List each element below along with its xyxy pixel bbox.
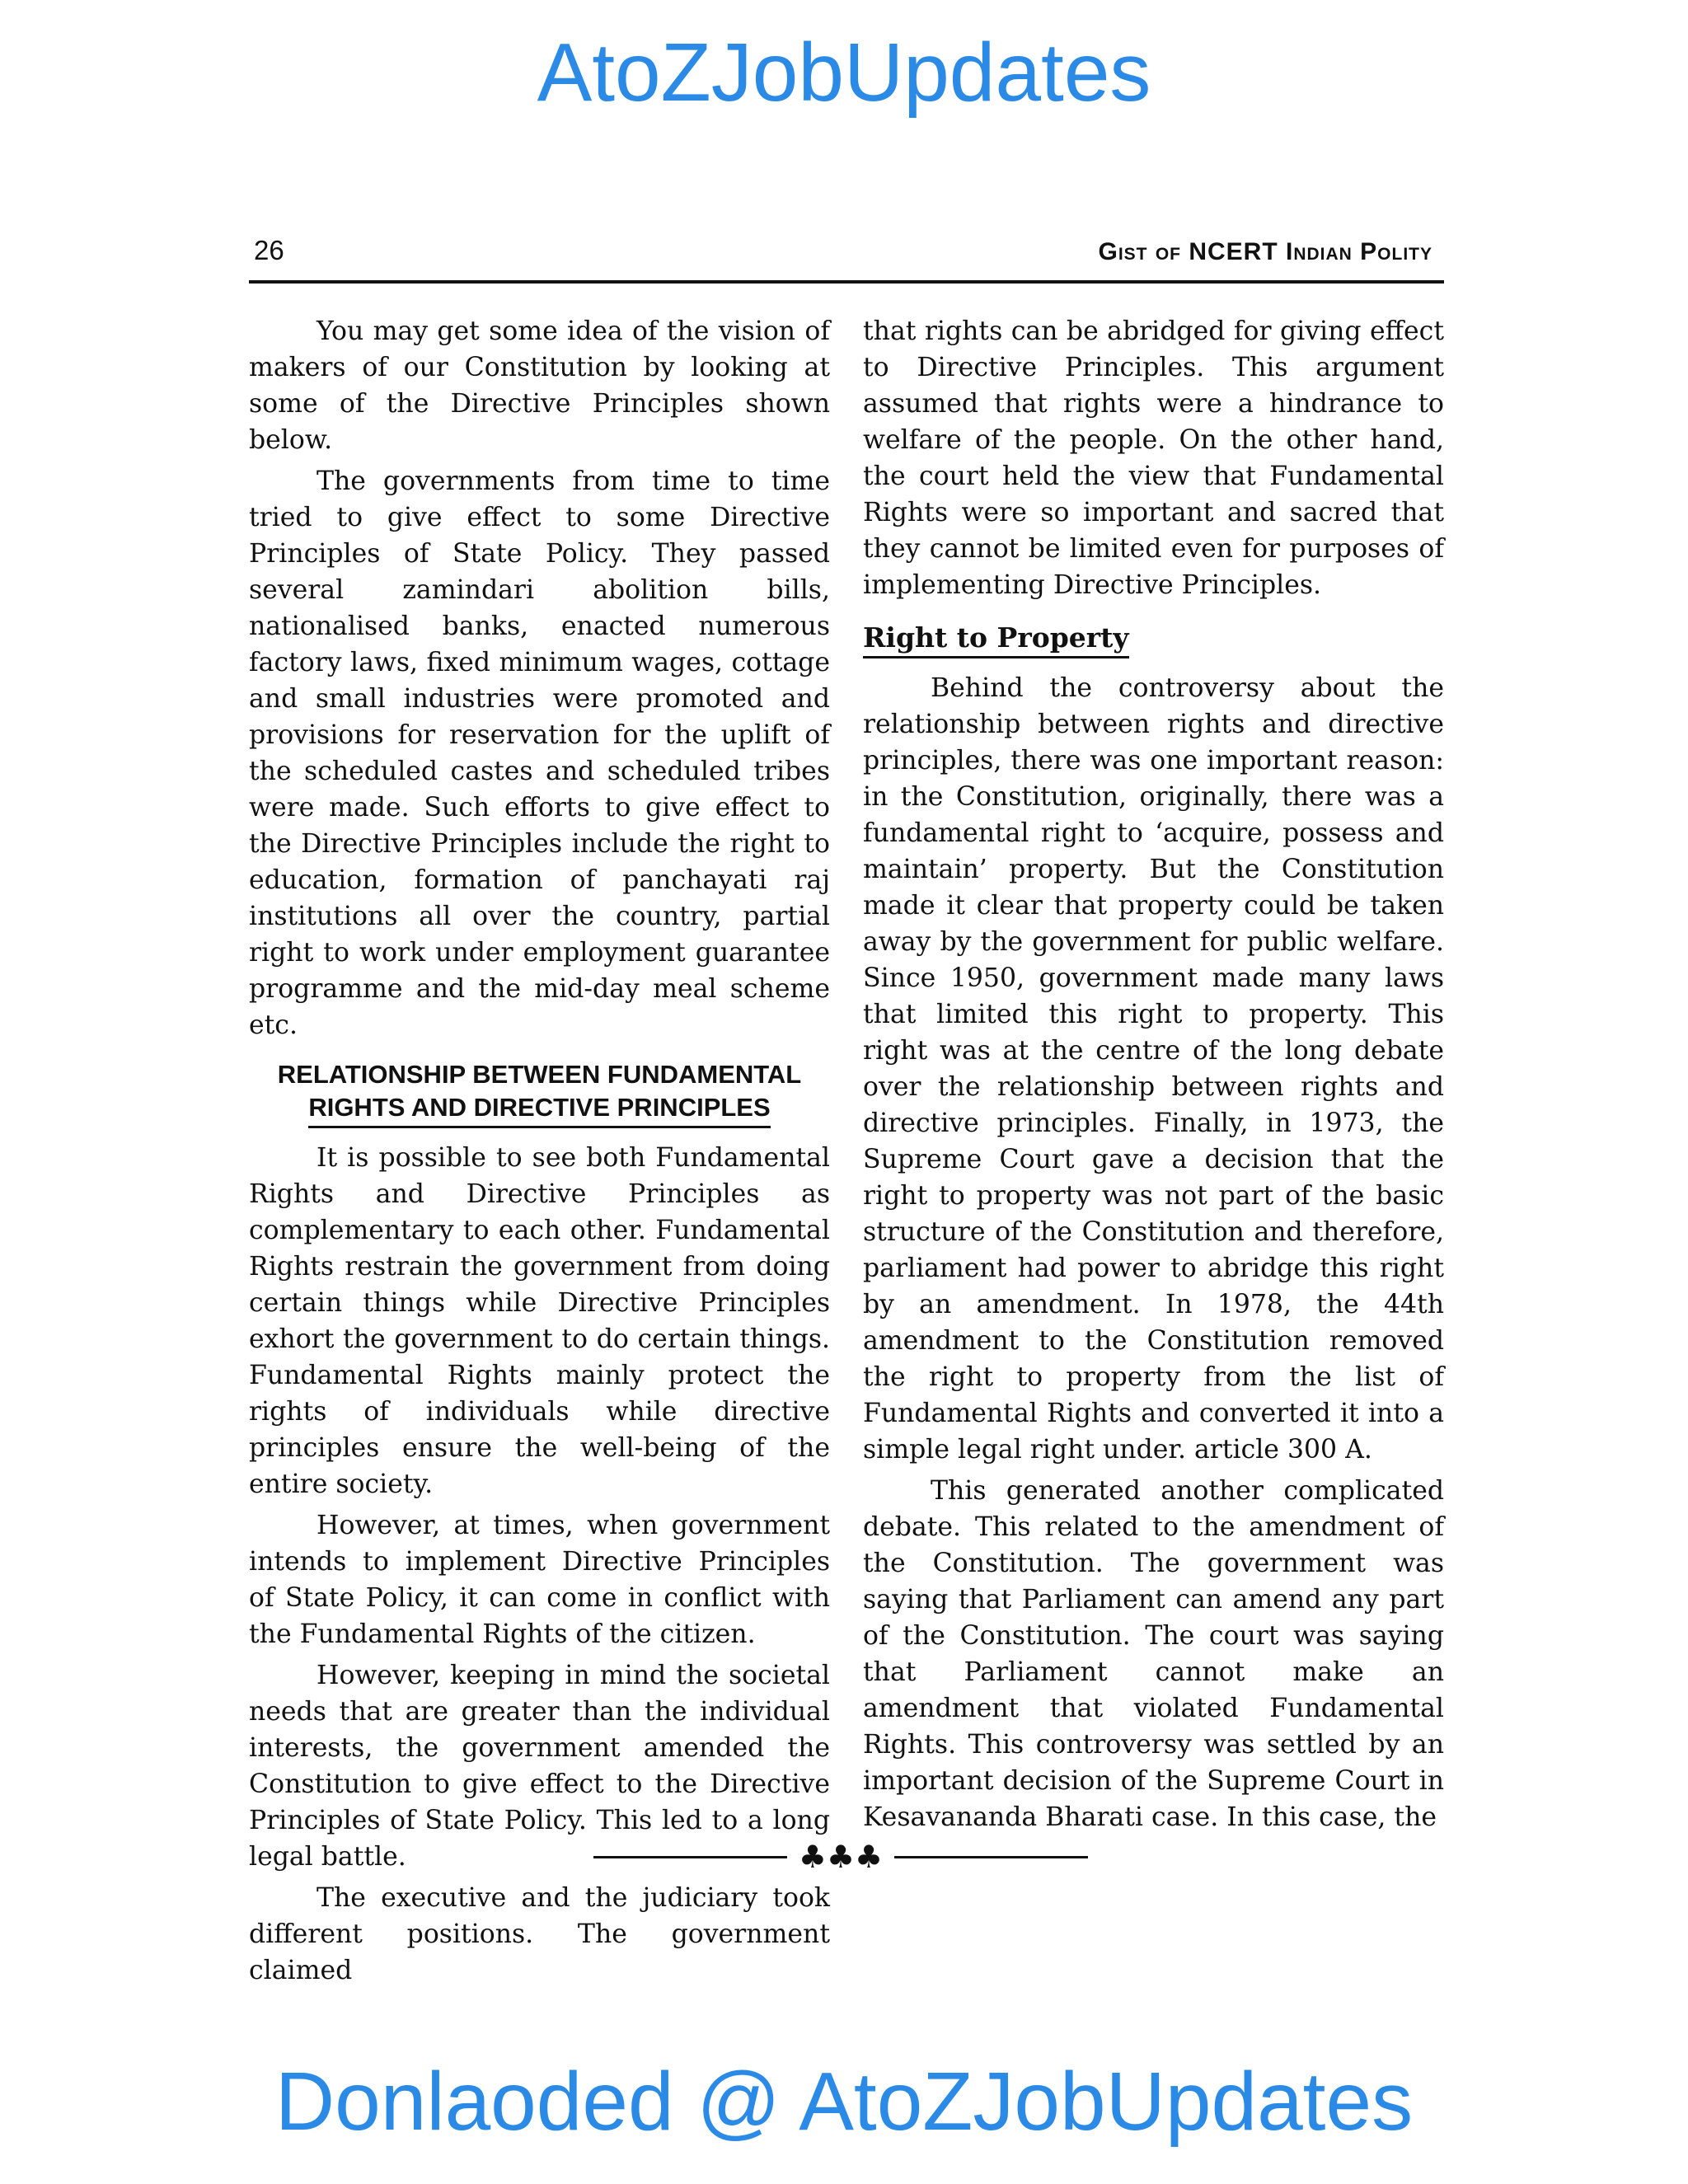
continuation-paragraph: that rights can be abridged for giving effect to Directive Principles. This argument assumed that rights were a hindrance to welfare of the people. On the other hand, the court held the view that Fundamental Rights were so important and sacred that they cannot be limited even for purposes of implementing Directive Principles. [863, 316, 1444, 600]
clubs-icon: ♣♣♣ [798, 1839, 884, 1875]
end-ornament [593, 1836, 1088, 1877]
paragraph: You may get some idea of the vision of makers of our Constitution by looking at some of the Directive Principles shown below. [249, 316, 830, 455]
sub-heading: Right to Property [863, 620, 1129, 658]
right-column [863, 313, 1444, 1840]
book-title: Gist of NCERT Indian Polity [1098, 238, 1432, 265]
left-column [249, 313, 830, 1994]
watermark-top: AtoZJobUpdates [537, 26, 1151, 119]
watermark-bottom: Donlaoded @ AtoZJobUpdates [274, 2055, 1414, 2148]
section-heading [249, 1058, 830, 1128]
paragraph: The governments from time to time tried to give effect to some Directive Principles of State Policy. They passed several zamindari abolition bills, nationalised banks, enacted numerous factory laws, fixed minimum wages, cottage and small industries were promoted and provisions for reservation for the uplift of the scheduled castes and scheduled tribes were made. Such efforts to give effect to the Directive Principles include the right to education, formation of panchayati raj institutions all over the country, partial right to work under employment guarantee programme and the mid-day meal scheme etc. [249, 466, 830, 1040]
running-header [249, 234, 1444, 284]
section-heading-line2: RIGHTS AND DIRECTIVE PRINCIPLES [308, 1091, 770, 1128]
paragraph: The executive and the judiciary took different positions. The government claimed [249, 1883, 830, 1985]
ornament-rule-right [894, 1856, 1088, 1858]
paragraph: It is possible to see both Fundamental Rights and Directive Principles as complementary to each other. Fundamental Rights restrain the government from doing certain things while Directive Principles exhort the government to do certain things. Fundamental Rights mainly protect the rights of individuals while directive principles ensure the well-being of the entire society. [249, 1143, 830, 1499]
paragraph: This generated another complicated debate. This related to the amendment of the Constitution. The government was saying that Parliament can amend any part of the Constitution. The court was saying that Parliament cannot make an amendment that violated Fundamental Rights. This controversy was settled by an important decision of the Supreme Court in Kesavananda Bharati case. In this case, the [863, 1476, 1444, 1832]
paragraph: Behind the controversy about the relationship between rights and directive principles, there was one important reason: in the Constitution, originally, there was a fundamental right to ‘acquire, possess and maintain’ property. But the Constitution made it clear that property could be taken away by the government for public welfare. Since 1950, government made many laws that limited this right to property. This right was at the centre of the long debate over the relationship between rights and directive principles. Finally, in 1973, the Supreme Court gave a decision that the right to property was not part of the basic structure of the Constitution and therefore, parliament had power to abridge this right by an amendment. In 1978, the 44th amendment to the Constitution removed the right to property from the list of Fundamental Rights and converted it into a simple legal right under. article 300 A. [863, 673, 1444, 1465]
page-number: 26 [254, 235, 284, 265]
section-heading-line1: RELATIONSHIP BETWEEN FUNDAMENTAL [277, 1060, 802, 1089]
paragraph: However, keeping in mind the societal needs that are greater than the individual interests, the government amended the Constitution to give effect to the Directive Principles of State Policy. This led to a long legal battle. [249, 1661, 830, 1872]
paragraph: However, at times, when government intends to implement Directive Principles of State Policy, it can come in conflict with the Fundamental Rights of the citizen. [249, 1511, 830, 1649]
ornament-rule-left [593, 1856, 787, 1858]
